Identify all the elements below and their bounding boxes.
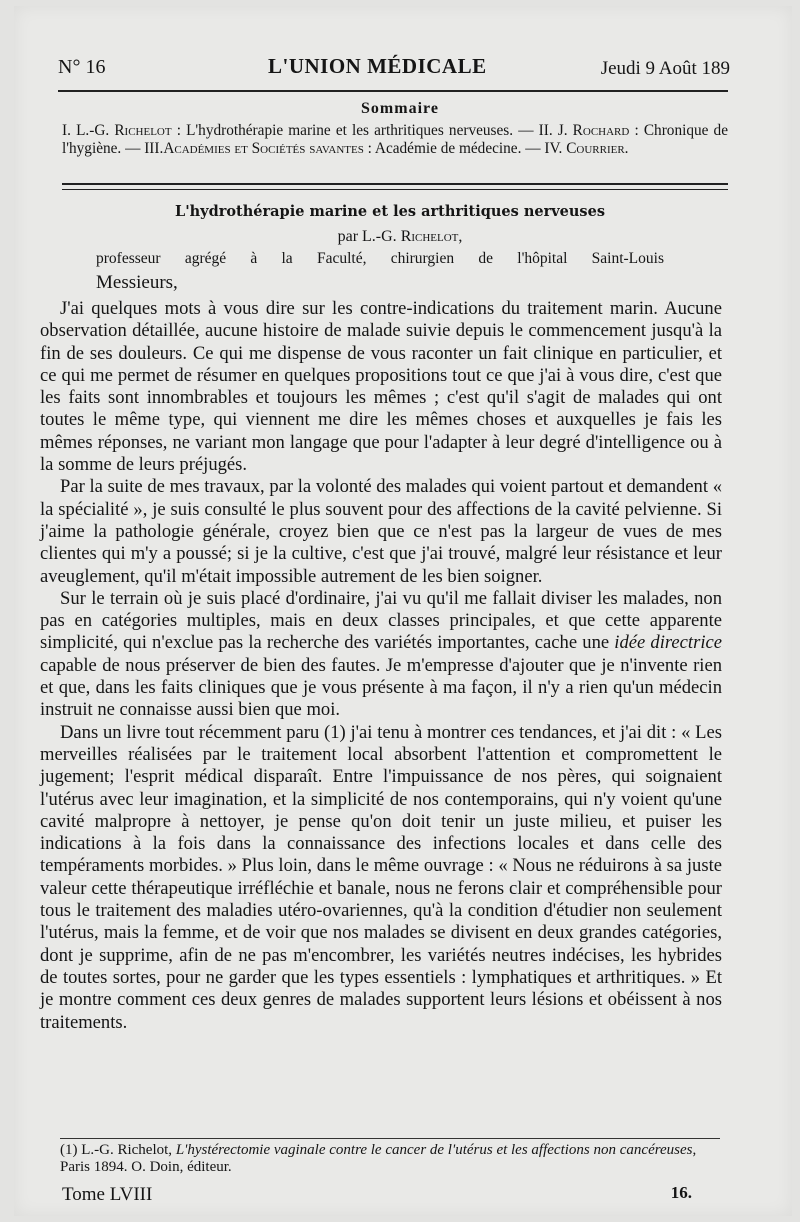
byline-prefix: par L.-G. — [337, 228, 401, 245]
issue-number: N° 16 — [58, 56, 106, 78]
paragraph-3 — [40, 588, 722, 722]
page-number: 16. — [670, 1183, 692, 1202]
sommaire-contents — [62, 122, 728, 158]
article-byline — [0, 228, 800, 246]
header-rule — [58, 90, 728, 92]
tome-label: Tome LVIII — [62, 1184, 153, 1205]
sommaire-author-1: L.-G. Richelot — [76, 122, 172, 139]
sommaire-end: . — [624, 140, 629, 157]
byline-author: Richelot, — [400, 228, 463, 245]
paragraph-3-start: Sur le terrain où je suis placé d'ordinaire, j'ai vu qu'il me fallait diviser les malades, non pas en catégories multiples, mais en deux classes principales, et que cette apparente simplicité, qui n'exclue pas la recherche des variétés importantes, cache une — [40, 587, 722, 654]
sommaire-author-2: J. Rochard — [557, 122, 630, 139]
paragraph-2: Par la suite de mes travaux, par la volonté des malades qui voient partout et demandent « la spécialité », je suis consulté le plus souvent pour des affections de la cavité pelvienne. Si j'aime la pathologie générale, croyez bien que ce n'est pas la largeur de vues de mes clientes qui m'y a poussé; si je la cultive, c'est que j'ai trouvé, malgré leur résistance et leur aveuglement, qu'il m'était impossible autrement de les bien soigner. — [40, 476, 722, 587]
paragraph-3-end: capable de nous préserver de bien des fautes. Je m'empresse d'ajouter que je n'invente rien et que, dans les faits cliniques que je vous présente à ma façon, il n'y a rien qu'un médecin instruit ne connaisse aussi bien que moi. — [40, 654, 722, 721]
issue-date: Jeudi 9 Août 189 — [600, 58, 730, 79]
journal-title: L'UNION MÉDICALE — [268, 54, 487, 78]
author-affiliation: professeur agrégé à la Faculté, chirurgien de l'hôpital Saint-Louis — [96, 250, 664, 267]
article-title: L'hydrothérapie marine et les arthritiques nerveuses — [175, 203, 605, 220]
sommaire-item-2: : Chronique de l'hygiène. — — [62, 122, 728, 157]
sommaire-title-3: Académies et Sociétés savantes — [163, 140, 364, 157]
section-double-rule — [62, 183, 728, 190]
sommaire-num-2: II. — [538, 122, 553, 139]
footnote-rule — [60, 1138, 720, 1139]
salutation: Messieurs, — [96, 272, 178, 293]
page-header — [58, 52, 730, 86]
footnote-title: L'hystérectomie vaginale contre le cancer de l'utérus et les affections non cancéreuses — [175, 1142, 693, 1158]
footnote-rest: , Paris 1894. O. Doin, éditeur. — [60, 1142, 697, 1175]
paragraph-4: Dans un livre tout récemment paru (1) j'ai tenu à montrer ces tendances, et j'ai dit : « Les merveilles réalisées par le traitement local absorbent l'attention et compromettent le jugement; l'esprit médical disparaît. Entre l'impuissance de nos pères, qui soignaient l'utérus avec leur imagination, et la simplicité de nos contemporains, qui n'y voient qu'une cavité malpropre à nettoyer, je pense qu'on doit tenir un juste milieu, et puiser les indications à la fois dans la connaissance des infections locales et dans celle des tempéraments morbides. » Plus loin, dans le même ouvrage : « Nous ne réduirons à sa juste valeur cette thérapeutique irréfléchie et banale, nous ne ferons clair et compréhensible pour tous le traitement des maladies utéro-ovariennes, qu'à la condition d'étudier non seulement l'utérus, mais la femme, et de voir que nos malades se divisent en deux grandes catégories, dont je supprime, afin de ne pas m'encombrer, les variétés neutres indécises, les hybrides de toutes sortes, pour ne garder que les types essentiels : lymphatiques et arthritiques. » Et je montre comment ces deux genres de malades supportent leurs lésions et obéissent à nos traitements. — [40, 721, 722, 1033]
sommaire-num-3: III. — [144, 140, 164, 157]
sommaire-item-3: : Académie de médecine. — — [363, 140, 545, 157]
paragraph-1: J'ai quelques mots à vous dire sur les contre-indications du traitement marin. Aucune observation détaillée, aucune histoire de malade suivie depuis le commencement jusqu'à la fin de ses douleurs. Ce qui me dispense de vous raconter un fait clinique en particulier, et ce qui me permet de résumer en quelques propositions tout ce que j'ai à vous dire, c'est que les faits sont innombrables et toujours les mêmes ; c'est qu'il s'agit de malades qui ont toutes le même type, qui viennent me dire les mêmes choses et auxquelles je fais les mêmes réponses, ne variant mon langage que pour l'adapter à leur degré d'intelligence ou à la somme de leurs préjugés. — [40, 298, 722, 476]
article-body — [40, 298, 722, 1034]
sommaire-heading: Sommaire — [361, 100, 439, 117]
footnote-marker: (1) L.-G. Richelot, — [60, 1142, 176, 1158]
sommaire-num-4: IV. — [544, 140, 563, 157]
sommaire-num-1: I. — [62, 122, 71, 139]
sommaire-title-4: Courrier — [566, 140, 625, 157]
footnote — [60, 1142, 724, 1176]
sommaire-item-1: : L'hydrothérapie marine et les arthritiques nerveuses. — — [171, 122, 539, 139]
paragraph-3-italic: idée directrice — [614, 632, 722, 654]
